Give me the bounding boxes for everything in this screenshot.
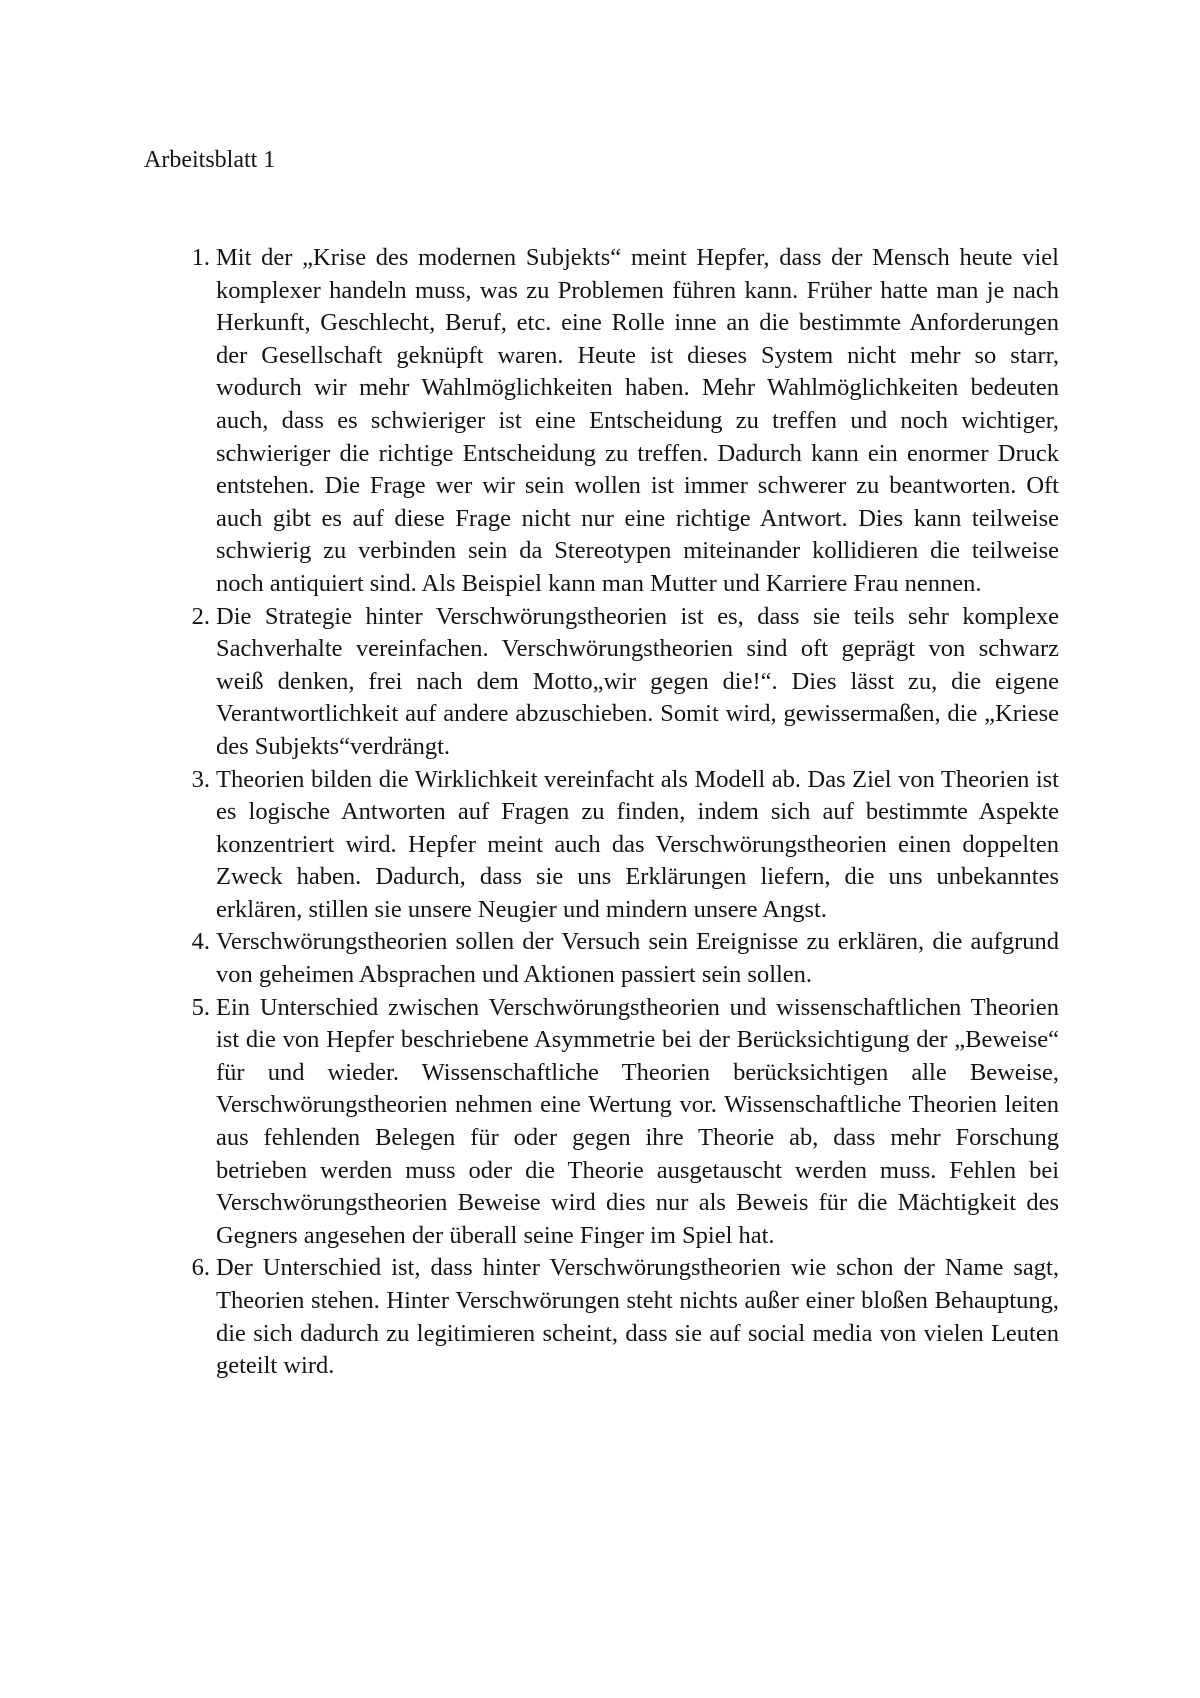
answer-list — [191, 242, 1059, 1383]
answer-item-4 — [191, 926, 1059, 991]
answer-text: Ein Unterschied zwischen Verschwörungstheorien und wissenschaftlichen Theorien ist die von Hepfer beschriebene Asymmetrie bei der Berücksichtigung der „Beweise“ für und wieder. Wissenschaftliche Theorien berücksichtigen alle Beweise, Verschwörungstheorien nehmen eine Wertung vor. Wissenschaftliche Theorien leiten aus fehlenden Belegen für oder gegen ihre Theorie ab, dass mehr Forschung betrieben werden muss oder die Theorie ausgetauscht werden muss. Fehlen bei Verschwörungstheorien Beweise wird dies nur als Beweis für die Mächtigkeit des Gegners angesehen der überall seine Finger im Spiel hat. — [216, 993, 1059, 1249]
answer-item-2 — [191, 601, 1059, 764]
answer-item-3 — [191, 764, 1059, 927]
answer-text: Theorien bilden die Wirklichkeit vereinfacht als Modell ab. Das Ziel von Theorien ist es logische Antworten auf Fragen zu finden, indem sich auf bestimmte Aspekte konzentriert wird. Hepfer meint auch das Verschwörungstheorien einen doppelten Zweck haben. Dadurch, dass sie uns Erklärungen liefern, die uns unbekanntes erklären, stillen sie unsere Neugier und mindern unsere Angst. — [216, 765, 1059, 923]
answer-number: 2. — [191, 602, 210, 630]
answer-number: 5. — [191, 993, 210, 1021]
answer-item-6 — [191, 1252, 1059, 1382]
answer-item-1 — [191, 242, 1059, 601]
answer-item-5 — [191, 992, 1059, 1253]
answer-number: 4. — [191, 928, 210, 956]
answer-text: Die Strategie hinter Verschwörungstheorien ist es, dass sie teils sehr komplexe Sachverhalte vereinfachen. Verschwörungstheorien sind oft geprägt von schwarz weiß denken, frei nach dem Motto„wir gegen die!“. Dies lässt zu, die eigene Verantwortlichkeit auf andere abzuschieben. Somit wird, gewissermaßen, die „Kriese des Subjekts“verdrängt. — [216, 602, 1059, 760]
answer-number: 3. — [191, 765, 210, 793]
answer-text: Mit der „Krise des modernen Subjekts“ meint Hepfer, dass der Mensch heute viel komplexer handeln muss, was zu Problemen führen kann. Früher hatte man je nach Herkunft, Geschlecht, Beruf, etc. eine Rolle inne an die bestimmte Anforderungen der Gesellschaft geknüpft waren. Heute ist dieses System nicht mehr so starr, wodurch wir mehr Wahlmöglichkeiten haben. Mehr Wahlmöglichkeiten bedeuten auch, dass es schwieriger ist eine Entscheidung zu treffen und noch wichtiger, schwieriger die richtige Entscheidung zu treffen. Dadurch kann ein enormer Druck entstehen. Die Frage wer wir sein wollen ist immer schwerer zu beantworten. Oft auch gibt es auf diese Frage nicht nur eine richtige Antwort. Dies kann teilweise schwierig zu verbinden sein da Stereotypen miteinander kollidieren die teilweise noch antiquiert sind. Als Beispiel kann man Mutter und Karriere Frau nennen. — [216, 244, 1059, 597]
answer-number: 6. — [191, 1254, 210, 1282]
answer-number: 1. — [191, 244, 210, 271]
page-title: Arbeitsblatt 1 — [144, 147, 276, 173]
answer-text: Verschwörungstheorien sollen der Versuch sein Ereignisse zu erklären, die aufgrund von geheimen Absprachen und Aktionen passiert sein sollen. — [216, 928, 1059, 989]
answer-text: Der Unterschied ist, dass hinter Verschwörungstheorien wie schon der Name sagt, Theorien stehen. Hinter Verschwörungen steht nichts außer einer bloßen Behauptung, die sich dadurch zu legitimieren scheint, dass sie auf social media von vielen Leuten geteilt wird. — [216, 1254, 1059, 1380]
